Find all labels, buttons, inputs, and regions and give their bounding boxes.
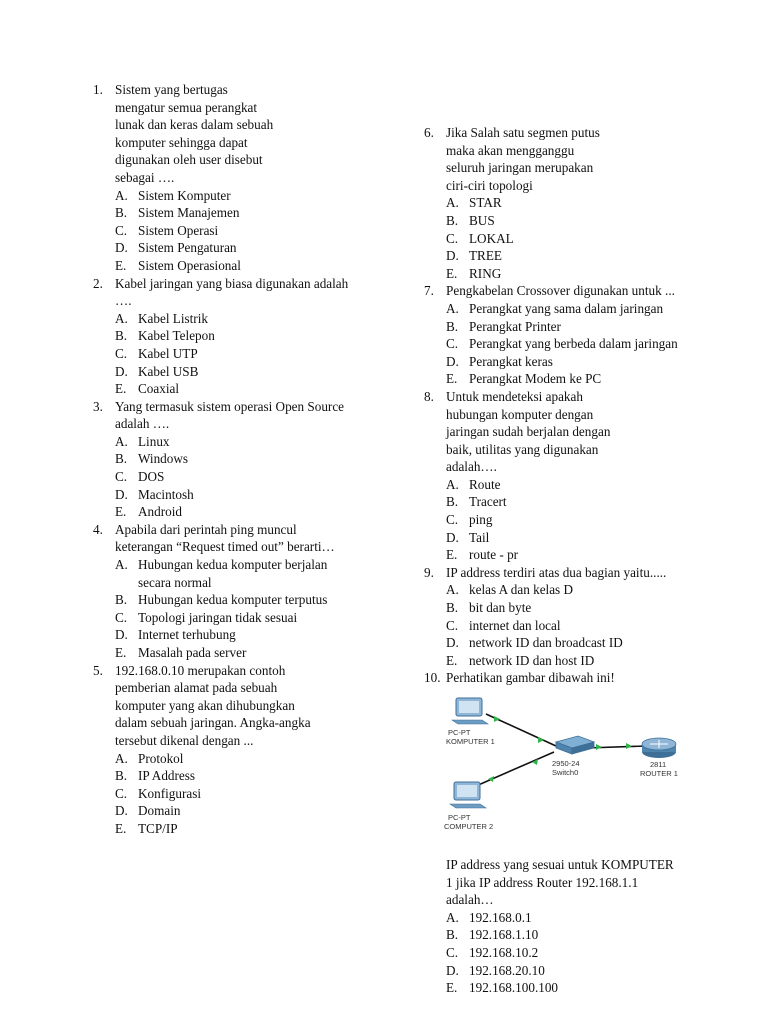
option-text: TCP/IP bbox=[138, 820, 178, 836]
option-letter: A. bbox=[115, 433, 128, 449]
question-number: 5. bbox=[93, 662, 103, 678]
option-text: Perangkat keras bbox=[469, 353, 553, 369]
answer-option[interactable] bbox=[115, 802, 395, 820]
option-letter: C. bbox=[446, 512, 459, 528]
question-number: 7. bbox=[424, 283, 434, 299]
option-letter: B. bbox=[115, 328, 128, 344]
question-9 bbox=[424, 564, 724, 670]
option-text: Sistem Komputer bbox=[138, 187, 231, 203]
network-topology-diagram bbox=[436, 690, 686, 836]
pc1-label-type: PC-PT bbox=[448, 728, 471, 737]
option-letter: B. bbox=[446, 927, 459, 943]
answer-option[interactable] bbox=[446, 511, 724, 529]
answer-options bbox=[115, 750, 395, 838]
answer-option[interactable] bbox=[115, 626, 395, 644]
answer-option[interactable] bbox=[115, 486, 395, 504]
option-letter: B. bbox=[446, 212, 459, 228]
answer-option[interactable] bbox=[115, 433, 395, 451]
answer-option[interactable] bbox=[115, 609, 395, 627]
answer-option[interactable] bbox=[115, 450, 395, 468]
option-letter: B. bbox=[446, 600, 459, 616]
question-10-followup bbox=[446, 856, 736, 997]
option-letter: C. bbox=[115, 469, 128, 485]
option-text: Hubungan kedua komputer berjalan secara normal bbox=[138, 557, 328, 590]
answer-option[interactable] bbox=[115, 363, 395, 381]
answer-option[interactable] bbox=[446, 617, 724, 635]
question-6 bbox=[424, 124, 724, 282]
option-text: 192.168.1.10 bbox=[469, 927, 539, 943]
answer-option[interactable] bbox=[446, 212, 724, 230]
option-letter: A. bbox=[115, 750, 128, 766]
option-text: Sistem Operasi bbox=[138, 222, 219, 238]
option-text: Konfigurasi bbox=[138, 785, 201, 801]
option-text: ping bbox=[469, 512, 493, 528]
question-stem: Pengkabelan Crossover digunakan untuk ... bbox=[446, 283, 675, 299]
option-text: Sistem Operasional bbox=[138, 257, 241, 273]
option-text: 192.168.100.100 bbox=[469, 980, 559, 996]
answer-option[interactable] bbox=[446, 652, 724, 670]
question-stem: Kabel jaringan yang biasa digunakan adalah …. bbox=[115, 275, 349, 309]
answer-option[interactable] bbox=[446, 265, 724, 283]
option-letter: C. bbox=[446, 617, 459, 633]
option-text: kelas A dan kelas D bbox=[469, 582, 574, 598]
option-letter: A. bbox=[115, 557, 128, 573]
answer-option[interactable] bbox=[115, 310, 395, 328]
answer-option[interactable] bbox=[115, 187, 395, 205]
answer-options bbox=[446, 581, 724, 669]
option-letter: B. bbox=[115, 205, 128, 221]
option-text: Route bbox=[469, 476, 501, 492]
answer-option[interactable] bbox=[446, 247, 724, 265]
option-text: Domain bbox=[138, 803, 181, 819]
option-text: network ID dan broadcast ID bbox=[469, 635, 623, 651]
option-text: Kabel Listrik bbox=[138, 310, 208, 326]
option-text: DOS bbox=[138, 469, 165, 485]
answer-option[interactable] bbox=[446, 335, 724, 353]
pc-icon bbox=[452, 698, 488, 724]
answer-option[interactable] bbox=[115, 468, 395, 486]
option-text: Windows bbox=[138, 451, 189, 467]
option-letter: B. bbox=[115, 451, 128, 467]
option-text: Hubungan kedua komputer terputus bbox=[138, 592, 328, 608]
question-number: 4. bbox=[93, 521, 103, 537]
answer-option[interactable] bbox=[446, 493, 724, 511]
option-letter: A. bbox=[446, 476, 459, 492]
right-column bbox=[424, 124, 724, 687]
option-text: Sistem Manajemen bbox=[138, 205, 240, 221]
option-text: Perangkat Printer bbox=[469, 318, 561, 334]
option-text: 192.168.20.10 bbox=[469, 962, 545, 978]
answer-options bbox=[446, 476, 724, 564]
router-label-name: ROUTER 1 bbox=[640, 769, 678, 778]
option-letter: E. bbox=[446, 652, 458, 668]
answer-option[interactable] bbox=[446, 300, 724, 318]
option-text: Perangkat yang sama dalam jaringan bbox=[469, 300, 664, 316]
answer-options bbox=[115, 556, 395, 662]
option-letter: D. bbox=[446, 248, 459, 264]
option-letter: D. bbox=[115, 627, 128, 643]
option-letter: C. bbox=[446, 230, 459, 246]
answer-option[interactable] bbox=[446, 979, 736, 997]
router-icon bbox=[642, 738, 676, 758]
option-text: Macintosh bbox=[138, 486, 194, 502]
option-letter: D. bbox=[446, 962, 459, 978]
answer-option[interactable] bbox=[446, 944, 736, 962]
option-text: bit dan byte bbox=[469, 600, 532, 616]
left-column bbox=[93, 81, 383, 838]
option-letter: B. bbox=[446, 318, 459, 334]
question-1 bbox=[93, 81, 395, 275]
option-text: internet dan local bbox=[469, 617, 561, 633]
option-text: STAR bbox=[469, 195, 502, 211]
option-letter: E. bbox=[115, 504, 127, 520]
question-number: 8. bbox=[424, 388, 434, 404]
option-text: Tail bbox=[469, 529, 490, 545]
answer-options bbox=[115, 433, 395, 521]
option-text: Internet terhubung bbox=[138, 627, 236, 643]
answer-option[interactable] bbox=[446, 194, 724, 212]
option-letter: E. bbox=[115, 381, 127, 397]
answer-option[interactable] bbox=[446, 546, 724, 564]
option-text: Linux bbox=[138, 433, 170, 449]
question-4 bbox=[93, 521, 395, 662]
question-8 bbox=[424, 388, 724, 564]
answer-option[interactable] bbox=[446, 599, 724, 617]
option-text: BUS bbox=[469, 212, 495, 228]
answer-option[interactable] bbox=[115, 345, 395, 363]
answer-option[interactable] bbox=[446, 581, 724, 599]
option-letter: C. bbox=[115, 345, 128, 361]
question-number: 3. bbox=[93, 398, 103, 414]
answer-options bbox=[446, 300, 724, 388]
question-5 bbox=[93, 662, 395, 838]
option-letter: A. bbox=[446, 195, 459, 211]
question-stem: Sistem yang bertugas mengatur semua perangkat lunak dan keras dalam sebuah komputer sehingga dapat digunakan oleh user disebut sebagai …. bbox=[115, 82, 274, 185]
answer-option[interactable] bbox=[446, 353, 724, 371]
answer-option[interactable] bbox=[115, 204, 395, 222]
option-letter: D. bbox=[446, 353, 459, 369]
option-text: RING bbox=[469, 265, 502, 281]
option-letter: D. bbox=[115, 363, 128, 379]
answer-option[interactable] bbox=[115, 503, 395, 521]
link-pc2-switch bbox=[476, 752, 554, 786]
option-text: IP Address bbox=[138, 768, 196, 784]
option-text: Sistem Pengaturan bbox=[138, 240, 237, 256]
option-text: Perangkat yang berbeda dalam jaringan bbox=[469, 336, 678, 352]
question-stem: Yang termasuk sistem operasi Open Source adalah …. bbox=[115, 398, 345, 432]
option-text: Topologi jaringan tidak sesuai bbox=[138, 609, 298, 625]
pc2-label-type: PC-PT bbox=[448, 813, 471, 822]
answer-options bbox=[446, 194, 724, 282]
router-label-model: 2811 bbox=[650, 760, 667, 769]
answer-option[interactable] bbox=[115, 327, 395, 345]
answer-option[interactable] bbox=[115, 767, 395, 785]
option-letter: D. bbox=[446, 635, 459, 651]
option-letter: E. bbox=[446, 371, 458, 387]
option-text: Tracert bbox=[469, 494, 507, 510]
link-switch-router bbox=[586, 746, 646, 748]
option-letter: E. bbox=[446, 980, 458, 996]
answer-options bbox=[115, 310, 395, 398]
answer-option[interactable] bbox=[446, 476, 724, 494]
question-stem: Perhatikan gambar dibawah ini! bbox=[446, 670, 615, 686]
option-text: Perangkat Modem ke PC bbox=[469, 371, 602, 387]
answer-option[interactable] bbox=[115, 239, 395, 257]
option-letter: C. bbox=[115, 609, 128, 625]
option-text: 192.168.10.2 bbox=[469, 944, 539, 960]
option-letter: D. bbox=[115, 803, 128, 819]
option-text: network ID dan host ID bbox=[469, 652, 595, 668]
question-number: 9. bbox=[424, 564, 434, 580]
option-text: Kabel Telepon bbox=[138, 328, 215, 344]
option-letter: C. bbox=[115, 785, 128, 801]
answer-option[interactable] bbox=[115, 222, 395, 240]
question-stem: Untuk mendeteksi apakah hubungan komputer dengan jaringan sudah berjalan dengan baik, utilitas yang digunakan adalah…. bbox=[446, 388, 611, 475]
switch-label-name: Switch0 bbox=[552, 768, 579, 777]
question-3 bbox=[93, 398, 395, 521]
option-letter: A. bbox=[446, 300, 459, 316]
answer-option[interactable] bbox=[446, 230, 724, 248]
question-stem: 192.168.0.10 merupakan contoh pemberian alamat pada sebuah komputer yang akan dihubungkan dalam sebuah jaringan. Angka-angka tersebut dikenal dengan ... bbox=[115, 662, 311, 748]
switch-icon bbox=[556, 736, 594, 754]
pc2-label-name: COMPUTER 2 bbox=[444, 822, 494, 831]
option-letter: C. bbox=[115, 222, 128, 238]
answer-options bbox=[115, 187, 395, 275]
option-text: Kabel USB bbox=[138, 363, 199, 379]
option-letter: D. bbox=[446, 529, 459, 545]
option-letter: D. bbox=[115, 486, 128, 502]
question-number: 2. bbox=[93, 275, 103, 291]
option-text: Protokol bbox=[138, 750, 184, 766]
question-stem: Apabila dari perintah ping muncul keterangan “Request timed out” berarti… bbox=[115, 521, 335, 555]
answer-option[interactable] bbox=[446, 962, 736, 980]
option-text: TREE bbox=[469, 248, 502, 264]
option-letter: B. bbox=[115, 768, 128, 784]
question-10 bbox=[424, 669, 724, 687]
option-text: Coaxial bbox=[138, 381, 180, 397]
answer-option[interactable] bbox=[115, 380, 395, 398]
question-2 bbox=[93, 275, 395, 398]
option-letter: C. bbox=[446, 944, 459, 960]
pc-icon bbox=[450, 782, 486, 808]
option-text: Kabel UTP bbox=[138, 345, 198, 361]
switch-label-model: 2950-24 bbox=[552, 759, 580, 768]
option-text: Android bbox=[138, 504, 182, 520]
question-number: 6. bbox=[424, 125, 434, 140]
question-7 bbox=[424, 282, 724, 388]
option-text: route - pr bbox=[469, 547, 519, 563]
option-letter: A. bbox=[446, 909, 459, 925]
option-letter: A. bbox=[115, 187, 128, 203]
answer-option[interactable] bbox=[446, 926, 736, 944]
option-letter: E. bbox=[115, 257, 127, 273]
answer-option[interactable] bbox=[115, 750, 395, 768]
answer-option[interactable] bbox=[115, 820, 395, 838]
option-letter: E. bbox=[446, 547, 458, 563]
option-letter: B. bbox=[115, 592, 128, 608]
option-letter: B. bbox=[446, 494, 459, 510]
answer-option[interactable] bbox=[446, 909, 736, 927]
question-stem: Jika Salah satu segmen putus maka akan mengganggu seluruh jaringan merupakan ciri-ciri topologi bbox=[446, 125, 600, 193]
answer-option[interactable] bbox=[446, 370, 724, 388]
answer-option[interactable] bbox=[115, 785, 395, 803]
option-letter: A. bbox=[446, 582, 459, 598]
question-stem: IP address yang sesuai untuk KOMPUTER 1 jika IP address Router 192.168.1.1 adalah… bbox=[446, 857, 674, 908]
answer-option[interactable] bbox=[446, 318, 724, 336]
question-number: 10. bbox=[424, 670, 441, 686]
option-text: Masalah pada server bbox=[138, 645, 247, 660]
answer-option[interactable] bbox=[115, 644, 395, 662]
option-text: 192.168.0.1 bbox=[469, 909, 532, 925]
question-stem: IP address terdiri atas dua bagian yaitu..... bbox=[446, 564, 667, 580]
option-text: LOKAL bbox=[469, 230, 514, 246]
option-letter: D. bbox=[115, 240, 128, 256]
answer-option[interactable] bbox=[446, 529, 724, 547]
answer-option[interactable] bbox=[115, 257, 395, 275]
answer-options bbox=[446, 909, 736, 997]
answer-option[interactable] bbox=[115, 591, 395, 609]
option-letter: E. bbox=[115, 645, 127, 660]
answer-option[interactable] bbox=[446, 634, 724, 652]
option-letter: A. bbox=[115, 310, 128, 326]
option-letter: C. bbox=[446, 336, 459, 352]
answer-option[interactable] bbox=[115, 556, 395, 591]
pc1-label-name: KOMPUTER 1 bbox=[446, 737, 495, 746]
option-letter: E. bbox=[446, 265, 458, 281]
option-letter: E. bbox=[115, 820, 127, 836]
question-number: 1. bbox=[93, 82, 103, 97]
